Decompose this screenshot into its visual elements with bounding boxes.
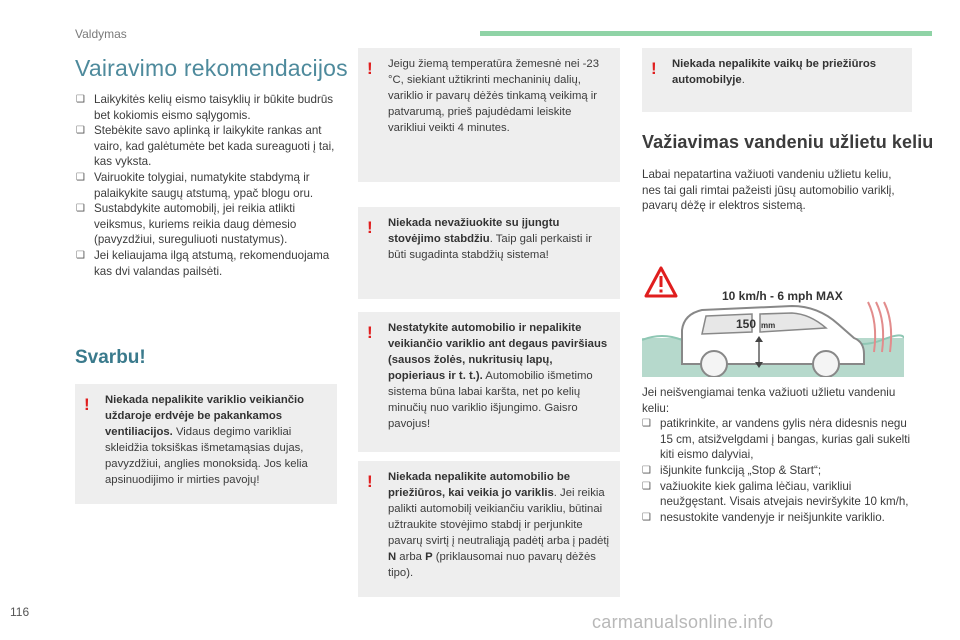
checkbox-bullet-icon: ❑ xyxy=(642,418,651,430)
flooded-road-intro: Labai nepatartina važiuoti vandeniu užlietu keliu, nes tai gali rimtai pažeisti jūsų automobilio variklį, pavarų dėžę ir elektros sistemą. xyxy=(642,168,895,213)
car-in-water-illustration xyxy=(642,262,904,377)
list-item: ❑ Jei keliaujama ilgą atstumą, rekomenduojama kas dvi valandas pailsėti. xyxy=(76,248,330,278)
checkbox-bullet-icon: ❑ xyxy=(76,249,85,261)
list-item: ❑ patikrinkite, ar vandens gylis nėra didesnis negu 15 cm, atsižvelgdami į bangas, kurias gali sukelti kiti eismo dalyviai, xyxy=(642,417,911,462)
car-wheel-front xyxy=(701,351,727,377)
checkbox-bullet-icon: ❑ xyxy=(642,511,651,523)
ventilation-warning-box: ! Niekada nepalikite variklio veikiančio uždaroje erdvėje be pakankamos ventiliacijos. Vidaus degimo varikliai skleidžia toksiškas išmetamąsias dujas, pavyzdžiui, anglies monoksidą. Jos kelia apsinuodijimo ir mirties pavojų! xyxy=(75,384,337,504)
instructions-lead: Jei neišvengiamai tenka važiuoti užlietu vandeniu keliu: xyxy=(642,386,896,415)
exclamation-warning-icon: ! xyxy=(84,395,90,414)
checkbox-bullet-icon: ❑ xyxy=(76,125,85,137)
list-item: ❑ Vairuokite tolygiai, numatykite stabdymą ir palaikykite saugų atstumą, ypač blogu oru. xyxy=(76,170,314,200)
flooded-road-instructions xyxy=(642,385,914,525)
winter-warning-box: ! Jeigu žiemą temperatūra žemesnė nei -23 °C, siekiant užtikrinti mechaninių dalių, variklio ir pavarų dėžės tinkamą veikimą ir patvarumą, prieš pajudėdami leiskite varikliui veikti 4 minutes. xyxy=(358,48,620,182)
flammable-surface-warning-box: ! Nestatykite automobilio ir nepalikite veikiančio variklio ant degaus paviršiaus (sausos žolės, nukritusių lapų, popieriaus ir t. t.). Automobilio išmetimo sistema būna labai karšta, net po kelių minučių nuo variklio išjungimo. Gaisro pavojus! xyxy=(358,312,620,452)
flooded-road-illustration xyxy=(642,262,904,377)
recommendation-list xyxy=(76,92,338,279)
checkbox-bullet-icon: ❑ xyxy=(642,480,651,492)
flooded-road-heading: Važiavimas vandeniu užlietu keliu xyxy=(642,132,934,152)
list-item: ❑ Sustabdykite automobilį, jei reikia atlikti veiksmus, kuriems reikia daug dėmesio (pavyzdžiui, sureguliuoti nustatymus). xyxy=(76,202,297,247)
watermark: carmanualsonline.info xyxy=(592,612,774,632)
list-item: ❑ Stebėkite savo aplinką ir laikykite rankas ant vairo, kad galėtumėte bet kada sureaguoti į tai, kas vyksta. xyxy=(76,124,335,169)
section-label: Valdymas xyxy=(75,27,127,41)
list-item: ❑ važiuokite kiek galima lėčiau, varikliui neužgęstant. Visais atvejais neviršykite 10 km/h, xyxy=(642,479,909,509)
depth-unit: mm xyxy=(761,321,776,330)
exclamation-warning-icon: ! xyxy=(367,323,373,342)
page-number: 116 xyxy=(10,605,30,619)
warning-triangle-icon xyxy=(642,268,676,296)
unattended-engine-warning-box: ! Niekada nepalikite automobilio be priežiūros, kai veikia jo variklis. Jei reikia palikti automobilį veikiančiu varikliu, būtinai užtraukite stovėjimo stabdį ir perjunkite pavarų svirtį į neutraliąją padėtį arba į padėtį N arba P (priklausomai nuo pavarų dėžės tipo). xyxy=(358,461,620,597)
important-heading: Svarbu! xyxy=(75,347,146,368)
checkbox-bullet-icon: ❑ xyxy=(642,464,651,476)
page-title: Vairavimo rekomendacijos xyxy=(75,55,348,81)
speed-limit-label: 10 km/h - 6 mph MAX xyxy=(722,289,843,303)
depth-value: 150 xyxy=(736,317,757,331)
list-item: ❑ nesustokite vandenyje ir neišjunkite variklio. xyxy=(642,510,885,524)
children-warning-box: ! Niekada nepalikite vaikų be priežiūros automobilyje. xyxy=(642,48,912,112)
exclamation-warning-icon: ! xyxy=(651,59,657,78)
checkbox-bullet-icon: ❑ xyxy=(76,203,85,215)
car-wheel-rear xyxy=(813,351,839,377)
exclamation-warning-icon: ! xyxy=(367,59,373,78)
header-accent-bar xyxy=(480,31,932,36)
checkbox-bullet-icon: ❑ xyxy=(76,171,85,183)
list-item: ❑ Laikykitės kelių eismo taisyklių ir būkite budrūs bet kokiomis eismo sąlygomis. xyxy=(76,93,334,122)
exclamation-warning-icon: ! xyxy=(367,218,373,237)
exclamation-warning-icon: ! xyxy=(367,472,373,491)
instruction-list xyxy=(642,416,914,525)
checkbox-bullet-icon: ❑ xyxy=(76,94,85,105)
list-item: ❑ išjunkite funkciją „Stop & Start“; xyxy=(642,463,822,477)
parking-brake-warning-box: ! Niekada nevažiuokite su įjungtu stovėjimo stabdžiu. Taip gali perkaisti ir būti sugadinta stabdžių sistema! xyxy=(358,207,620,299)
